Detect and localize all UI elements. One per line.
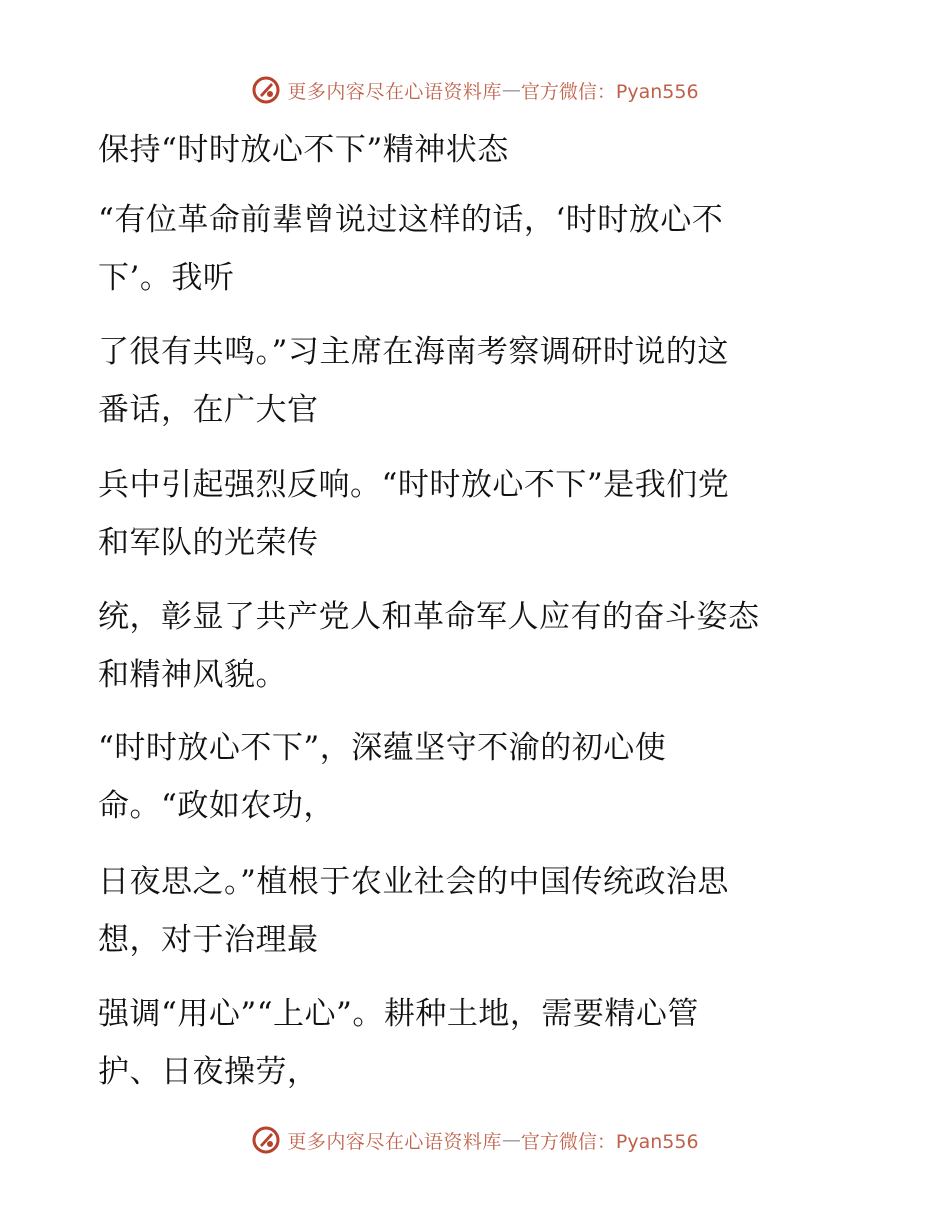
text-line: 日夜思之。”植根于农业社会的中国传统政治思	[98, 864, 729, 900]
watermark-wechat: 官方微信：Pyan556	[520, 80, 699, 103]
brand-logo-icon	[251, 75, 281, 105]
watermark-brand-text: 更多内容尽在心语资料库	[287, 80, 502, 103]
watermark-wechat: 官方微信：Pyan556	[520, 1130, 699, 1153]
text-line: “时时放心不下”，深蕴坚守不渝的初心使	[98, 730, 667, 766]
text-line: 统，彰显了共产党人和革命军人应有的奋斗姿态	[98, 599, 760, 635]
watermark-separator: —	[501, 79, 521, 101]
watermark-separator: —	[501, 1129, 521, 1151]
text-line: 番话，在广大官	[98, 392, 319, 428]
text-line: 了很有共鸣。”习主席在海南考察调研时说的这	[98, 334, 729, 370]
text-line: 保持“时时放心不下”精神状态	[98, 132, 509, 168]
text-line: 和精神风貌。	[98, 657, 287, 693]
text-line: 下’。我听	[98, 260, 235, 296]
text-line: 强调“用心”“上心”。耕种土地，需要精心管	[98, 996, 699, 1032]
header-watermark	[0, 70, 950, 110]
text-line: 命。“政如农功，	[98, 788, 335, 824]
text-line: “有位革命前辈曾说过这样的话，‘时时放心不	[98, 202, 724, 238]
text-line: 想，对于治理最	[98, 922, 319, 958]
text-line: 护、日夜操劳，	[98, 1054, 319, 1090]
brand-logo-icon	[251, 1125, 281, 1155]
watermark-brand-text: 更多内容尽在心语资料库	[287, 1130, 502, 1153]
footer-watermark	[0, 1120, 950, 1160]
text-line: 和军队的光荣传	[98, 525, 319, 561]
text-line: 兵中引起强烈反响。“时时放心不下”是我们党	[98, 467, 730, 503]
